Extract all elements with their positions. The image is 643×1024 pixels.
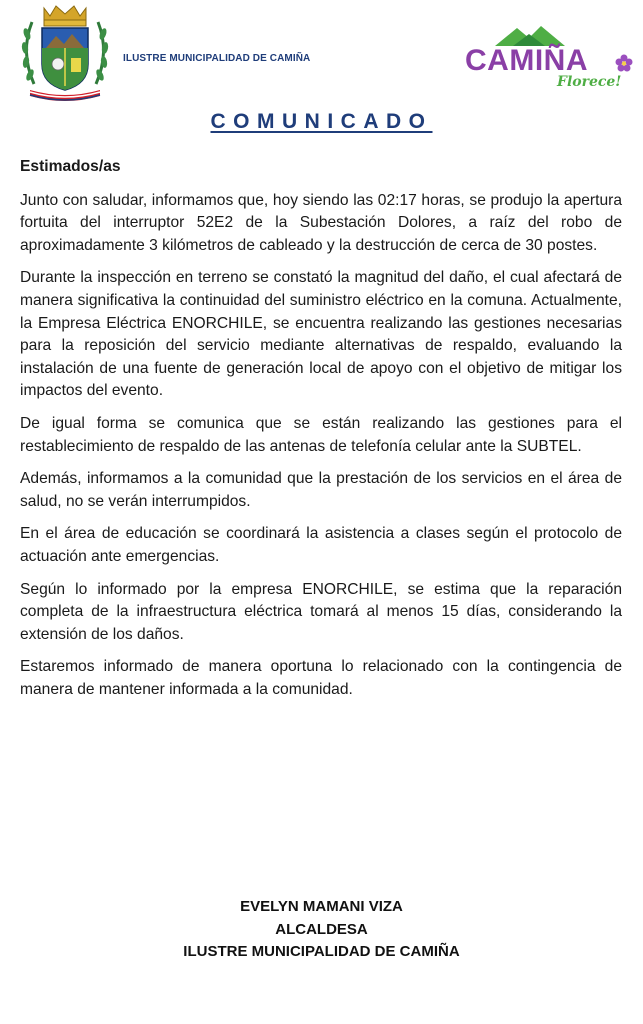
signatory-name: EVELYN MAMANI VIZA: [240, 898, 403, 915]
paragraph: Estaremos informado de manera oportuna lo relacionado con la contingencia de manera de mantener informada a la comunidad.: [20, 658, 622, 698]
paragraph: De igual forma se comunica que se están realizando las gestiones para el restablecimiento de respaldo de las antenas de telefonía celular ante la SUBTEL.: [20, 414, 622, 455]
paragraph: Junto con saludar, informamos que, hoy siendo las 02:17 horas, se produjo la apertura fortuita del interruptor 52E2 de la Subestación Dolores, a raíz del robo de aproximadamente 3 kilómetros de cableado y la destrucción de cerca de 30 postes.: [20, 191, 622, 254]
brand-name: CAMIÑA: [465, 44, 588, 77]
municipal-crest-icon: [18, 2, 112, 102]
brand-tagline: Florece!: [557, 74, 622, 90]
signatory-role: ALCALDESA: [275, 920, 368, 938]
paragraph: En el área de educación se coordinará la asistencia a clases según el protocolo de actuación ante emergencias.: [20, 525, 622, 565]
title-text: COMUNICADO: [210, 110, 433, 133]
paragraph: Durante la inspección en terreno se constató la magnitud del daño, el cual afectará de manera significativa la continuidad del suministro eléctrico en la comuna. Actualmente, la Empresa Eléctrica ENORCHILE, se encuentra realizando las gestiones necesarias para la reposición del servicio mediante alternativas de respaldo, evaluando la instalación de una fuente de generación local de apoyo con el objetivo de mitigar los impactos del evento.: [20, 269, 622, 400]
mountain-icon: [495, 24, 565, 46]
letterhead: [0, 0, 643, 110]
paragraph: Según lo informado por la empresa ENORCHILE, se estima que la reparación completa de la infraestructura eléctrica tomará al menos 15 días, considerando la extensión de los daños.: [20, 580, 622, 643]
document-title: [0, 110, 643, 134]
document-body: [20, 156, 622, 711]
flower-icon: [615, 54, 633, 72]
municipality-name: ILUSTRE MUNICIPALIDAD DE CAMIÑA: [123, 53, 311, 64]
signature-block: [0, 896, 643, 964]
paragraph: Además, informamos a la comunidad que la prestación de los servicios en el área de salud, no se verán interrumpidos.: [20, 470, 622, 510]
signatory-institution: ILUSTRE MUNICIPALIDAD DE CAMIÑA: [183, 943, 460, 960]
greeting: Estimados/as: [20, 158, 121, 175]
camina-brand-logo: [465, 24, 637, 96]
